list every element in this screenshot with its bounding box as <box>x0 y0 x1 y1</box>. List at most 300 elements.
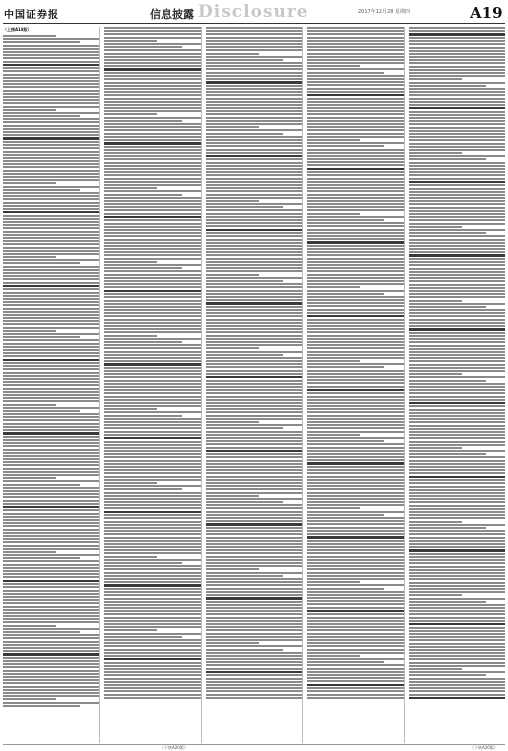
text-line-placeholder <box>409 392 505 394</box>
text-line-placeholder <box>206 507 302 509</box>
text-line-placeholder <box>206 415 302 417</box>
text-line-placeholder <box>307 562 403 564</box>
text-line-placeholder <box>409 556 505 558</box>
text-line-placeholder <box>206 601 302 603</box>
text-line-placeholder <box>104 293 200 295</box>
text-line-placeholder <box>307 59 403 61</box>
text-line-placeholder <box>206 107 302 109</box>
text-line-placeholder <box>3 99 99 101</box>
text-line-placeholder <box>104 562 181 564</box>
text-line-placeholder <box>3 102 99 104</box>
text-line-placeholder <box>409 171 505 173</box>
text-line-placeholder <box>3 295 99 297</box>
text-line-placeholder <box>206 338 302 340</box>
text-line-placeholder <box>3 586 99 588</box>
column-text-block <box>3 35 99 707</box>
text-line-placeholder <box>104 482 157 484</box>
text-line-placeholder <box>206 399 302 401</box>
text-line-placeholder <box>3 285 99 287</box>
text-line-placeholder <box>409 207 505 209</box>
text-line-placeholder <box>104 540 200 542</box>
text-line-placeholder <box>409 434 505 436</box>
text-line-placeholder <box>3 670 99 672</box>
text-line-placeholder <box>307 319 403 321</box>
text-line-placeholder <box>206 104 302 106</box>
text-line-placeholder <box>307 46 403 48</box>
text-line-placeholder <box>104 437 200 439</box>
text-line-placeholder <box>3 247 99 249</box>
text-line-placeholder <box>206 443 302 445</box>
text-line-placeholder <box>3 166 99 168</box>
text-line-placeholder <box>3 163 99 165</box>
text-line-placeholder <box>409 482 505 484</box>
text-line-placeholder <box>3 253 99 255</box>
text-line-placeholder <box>104 248 200 250</box>
text-line-placeholder <box>409 56 505 58</box>
text-line-placeholder <box>307 472 403 474</box>
text-line-placeholder <box>3 259 99 261</box>
text-line-placeholder <box>104 373 200 375</box>
text-line-placeholder <box>3 695 99 697</box>
text-line-placeholder <box>307 290 403 292</box>
text-line-placeholder <box>3 631 80 633</box>
text-line-placeholder <box>307 203 403 205</box>
text-line-placeholder <box>104 146 200 148</box>
text-line-placeholder <box>307 229 403 231</box>
text-line-placeholder <box>104 524 200 526</box>
text-line-placeholder <box>104 546 200 548</box>
text-line-placeholder <box>3 541 99 543</box>
text-line-placeholder <box>307 427 403 429</box>
text-line-placeholder <box>307 447 403 449</box>
text-line-placeholder <box>3 576 99 578</box>
text-line-placeholder <box>104 629 157 631</box>
text-line-placeholder <box>206 453 302 455</box>
text-line-placeholder <box>409 165 505 167</box>
text-line-placeholder <box>3 83 99 85</box>
text-line-placeholder <box>104 30 200 32</box>
text-line-placeholder <box>409 591 505 593</box>
text-line-placeholder <box>409 136 505 138</box>
text-line-placeholder <box>206 290 302 292</box>
text-line-placeholder <box>104 402 200 404</box>
text-line-placeholder <box>104 533 200 535</box>
text-line-placeholder <box>3 407 99 409</box>
text-line-placeholder <box>104 155 200 157</box>
text-line-placeholder <box>3 186 99 188</box>
text-line-placeholder <box>3 573 99 575</box>
text-line-placeholder <box>409 325 505 327</box>
text-line-placeholder <box>307 370 403 372</box>
text-line-placeholder <box>104 232 200 234</box>
text-line-placeholder <box>307 283 403 285</box>
text-line-placeholder <box>3 339 99 341</box>
text-line-placeholder <box>206 33 302 35</box>
text-line-placeholder <box>307 241 403 243</box>
text-line-placeholder <box>3 115 80 117</box>
text-line-placeholder <box>104 633 200 635</box>
text-line-placeholder <box>307 120 403 122</box>
text-line-placeholder <box>409 505 505 507</box>
text-line-placeholder <box>104 27 200 29</box>
text-line-placeholder <box>3 509 99 511</box>
text-line-placeholder <box>3 596 99 598</box>
article-columns <box>3 27 505 743</box>
text-line-placeholder <box>307 431 403 433</box>
text-line-placeholder <box>206 149 302 151</box>
text-line-placeholder <box>206 661 302 663</box>
text-line-placeholder <box>104 424 200 426</box>
text-line-placeholder <box>307 680 403 682</box>
text-line-placeholder <box>409 168 505 170</box>
text-line-placeholder <box>206 296 302 298</box>
text-line-placeholder <box>104 190 200 192</box>
text-line-placeholder <box>104 549 200 551</box>
text-line-placeholder <box>206 254 302 256</box>
text-line-placeholder <box>3 57 99 59</box>
text-line-placeholder <box>307 357 403 359</box>
text-line-placeholder <box>307 117 403 119</box>
text-line-placeholder <box>104 636 181 638</box>
text-line-placeholder <box>206 479 302 481</box>
text-line-placeholder <box>409 453 486 455</box>
text-line-placeholder <box>206 81 302 83</box>
text-line-placeholder <box>206 331 302 333</box>
text-line-placeholder <box>104 82 200 84</box>
text-column-2 <box>104 27 201 743</box>
text-line-placeholder <box>307 101 403 103</box>
text-line-placeholder <box>104 684 200 686</box>
text-line-placeholder <box>409 98 505 100</box>
text-line-placeholder <box>3 692 99 694</box>
text-line-placeholder <box>3 564 99 566</box>
text-line-placeholder <box>3 61 99 63</box>
text-line-placeholder <box>206 678 302 680</box>
text-line-placeholder <box>307 123 403 125</box>
text-line-placeholder <box>307 94 403 96</box>
text-line-placeholder <box>104 575 200 577</box>
text-line-placeholder <box>104 607 200 609</box>
text-line-placeholder <box>206 129 302 131</box>
text-line-placeholder <box>3 484 80 486</box>
text-line-placeholder <box>409 287 505 289</box>
text-line-placeholder <box>409 264 505 266</box>
text-line-placeholder <box>206 456 302 458</box>
text-line-placeholder <box>206 123 302 125</box>
text-line-placeholder <box>3 689 99 691</box>
text-line-placeholder <box>307 341 403 343</box>
text-line-placeholder <box>3 202 99 204</box>
text-line-placeholder <box>104 251 200 253</box>
text-line-placeholder <box>3 580 99 582</box>
text-line-placeholder <box>104 165 200 167</box>
text-line-placeholder <box>3 673 99 675</box>
text-line-placeholder <box>307 578 403 580</box>
text-line-placeholder <box>307 533 403 535</box>
text-line-placeholder <box>409 162 505 164</box>
text-line-placeholder <box>104 639 200 641</box>
text-line-placeholder <box>3 96 99 98</box>
text-line-placeholder <box>104 46 181 48</box>
text-line-placeholder <box>104 219 200 221</box>
text-line-placeholder <box>3 621 99 623</box>
text-line-placeholder <box>307 639 403 641</box>
text-line-placeholder <box>307 664 403 666</box>
text-line-placeholder <box>3 557 80 559</box>
text-line-placeholder <box>409 345 505 347</box>
text-line-placeholder <box>307 645 403 647</box>
text-line-placeholder <box>3 493 99 495</box>
text-line-placeholder <box>307 652 403 654</box>
text-line-placeholder <box>104 363 200 365</box>
text-line-placeholder <box>409 91 505 93</box>
text-line-placeholder <box>3 288 99 290</box>
text-line-placeholder <box>3 702 99 704</box>
text-line-placeholder <box>307 575 403 577</box>
text-line-placeholder <box>307 459 403 461</box>
section-title-en: Disclosure <box>198 2 309 22</box>
text-line-placeholder <box>206 261 302 263</box>
text-line-placeholder <box>104 431 200 433</box>
text-line-placeholder <box>104 226 200 228</box>
text-line-placeholder <box>3 432 99 434</box>
text-line-placeholder <box>104 239 200 241</box>
text-line-placeholder <box>206 322 302 324</box>
text-line-placeholder <box>409 456 505 458</box>
text-line-placeholder <box>206 248 302 250</box>
text-line-placeholder <box>3 644 99 646</box>
text-line-placeholder <box>307 492 403 494</box>
text-line-placeholder <box>409 197 505 199</box>
text-line-placeholder <box>206 402 302 404</box>
text-line-placeholder <box>104 258 200 260</box>
text-line-placeholder <box>307 600 403 602</box>
text-line-placeholder <box>3 513 99 515</box>
text-line-placeholder <box>206 527 302 529</box>
text-line-placeholder <box>206 655 302 657</box>
text-line-placeholder <box>307 623 403 625</box>
text-line-placeholder <box>409 268 505 270</box>
text-line-placeholder <box>3 487 99 489</box>
text-line-placeholder <box>307 43 403 45</box>
text-line-placeholder <box>206 581 302 583</box>
text-line-placeholder <box>104 72 200 74</box>
text-line-placeholder <box>409 37 505 39</box>
text-line-placeholder <box>307 149 403 151</box>
text-line-placeholder <box>409 594 462 596</box>
column-text-block <box>206 27 302 699</box>
text-line-placeholder <box>206 216 302 218</box>
text-line-placeholder <box>3 698 56 700</box>
text-line-placeholder <box>3 612 99 614</box>
text-line-placeholder <box>104 383 200 385</box>
text-line-placeholder <box>3 237 99 239</box>
text-line-placeholder <box>307 687 403 689</box>
text-line-placeholder <box>409 111 505 113</box>
text-line-placeholder <box>307 209 403 211</box>
text-line-placeholder <box>3 112 99 114</box>
text-line-placeholder <box>206 604 302 606</box>
text-line-placeholder <box>307 613 403 615</box>
text-line-placeholder <box>206 575 283 577</box>
text-line-placeholder <box>206 469 302 471</box>
text-line-placeholder <box>307 617 403 619</box>
text-line-placeholder <box>104 126 200 128</box>
text-line-placeholder <box>104 139 200 141</box>
text-line-placeholder <box>307 30 403 32</box>
text-line-placeholder <box>104 319 200 321</box>
text-line-placeholder <box>409 543 505 545</box>
text-line-placeholder <box>307 511 403 513</box>
text-line-placeholder <box>206 56 302 58</box>
text-line-placeholder <box>307 684 403 686</box>
text-line-placeholder <box>409 219 505 221</box>
text-line-placeholder <box>409 127 505 129</box>
text-line-placeholder <box>307 194 403 196</box>
text-line-placeholder <box>409 546 505 548</box>
text-line-placeholder <box>3 262 80 264</box>
text-line-placeholder <box>307 213 360 215</box>
text-line-placeholder <box>307 552 403 554</box>
text-line-placeholder <box>206 325 302 327</box>
text-line-placeholder <box>3 51 99 53</box>
text-line-placeholder <box>3 590 99 592</box>
text-line-placeholder <box>206 43 302 45</box>
text-line-placeholder <box>206 664 302 666</box>
text-line-placeholder <box>307 325 403 327</box>
text-line-placeholder <box>104 517 200 519</box>
text-line-placeholder <box>104 514 200 516</box>
text-line-placeholder <box>307 190 403 192</box>
text-line-placeholder <box>3 650 99 652</box>
text-line-placeholder <box>409 489 505 491</box>
text-line-placeholder <box>409 322 505 324</box>
text-line-placeholder <box>307 363 403 365</box>
text-line-placeholder <box>409 396 505 398</box>
text-line-placeholder <box>206 181 302 183</box>
text-line-placeholder <box>104 75 200 77</box>
text-line-placeholder <box>307 694 403 696</box>
text-line-placeholder <box>307 504 403 506</box>
text-line-placeholder <box>104 655 200 657</box>
text-line-placeholder <box>206 690 302 692</box>
text-line-placeholder <box>104 527 200 529</box>
text-line-placeholder <box>307 261 403 263</box>
text-line-placeholder <box>409 309 505 311</box>
text-line-placeholder <box>3 426 99 428</box>
text-line-placeholder <box>206 65 302 67</box>
text-line-placeholder <box>307 309 403 311</box>
text-line-placeholder <box>104 325 200 327</box>
text-line-placeholder <box>206 552 302 554</box>
text-line-placeholder <box>206 408 302 410</box>
text-line-placeholder <box>3 227 99 229</box>
text-line-placeholder <box>409 444 505 446</box>
text-line-placeholder <box>409 277 505 279</box>
text-line-placeholder <box>104 280 200 282</box>
text-line-placeholder <box>3 48 99 50</box>
text-line-placeholder <box>206 53 259 55</box>
text-line-placeholder <box>307 293 384 295</box>
text-line-placeholder <box>409 697 505 699</box>
issue-date: 2017年12月28 星期四 <box>358 9 411 15</box>
text-line-placeholder <box>3 118 99 120</box>
text-line-placeholder <box>3 628 99 630</box>
text-line-placeholder <box>206 431 302 433</box>
text-line-placeholder <box>409 338 505 340</box>
text-line-placeholder <box>409 94 505 96</box>
text-line-placeholder <box>104 662 200 664</box>
text-line-placeholder <box>409 290 505 292</box>
text-line-placeholder <box>3 480 99 482</box>
text-line-placeholder <box>409 62 505 64</box>
text-line-placeholder <box>104 85 200 87</box>
text-line-placeholder <box>206 498 302 500</box>
text-line-placeholder <box>206 546 302 548</box>
text-line-placeholder <box>409 72 505 74</box>
text-line-placeholder <box>307 184 403 186</box>
text-line-placeholder <box>3 314 99 316</box>
text-line-placeholder <box>307 520 403 522</box>
text-line-placeholder <box>104 415 181 417</box>
text-line-placeholder <box>307 584 403 586</box>
text-line-placeholder <box>3 397 99 399</box>
text-line-placeholder <box>307 633 403 635</box>
text-line-placeholder <box>409 447 462 449</box>
text-line-placeholder <box>409 623 505 625</box>
text-line-placeholder <box>3 458 99 460</box>
text-line-placeholder <box>3 522 99 524</box>
text-line-placeholder <box>3 121 99 123</box>
text-line-placeholder <box>206 94 302 96</box>
text-line-placeholder <box>409 341 505 343</box>
text-line-placeholder <box>409 588 505 590</box>
text-line-placeholder <box>206 40 302 42</box>
text-line-placeholder <box>104 678 200 680</box>
text-line-placeholder <box>409 203 505 205</box>
text-line-placeholder <box>206 380 302 382</box>
text-line-placeholder <box>104 49 200 51</box>
text-line-placeholder <box>104 357 200 359</box>
text-line-placeholder <box>307 305 403 307</box>
text-line-placeholder <box>104 331 200 333</box>
text-line-placeholder <box>409 533 505 535</box>
text-line-placeholder <box>3 205 99 207</box>
text-line-placeholder <box>409 360 505 362</box>
text-line-placeholder <box>307 225 403 227</box>
text-line-placeholder <box>307 322 403 324</box>
text-line-placeholder <box>206 549 302 551</box>
text-line-placeholder <box>409 383 505 385</box>
text-line-placeholder <box>307 312 403 314</box>
text-line-placeholder <box>206 245 302 247</box>
text-line-placeholder <box>409 466 505 468</box>
text-line-placeholder <box>307 418 403 420</box>
text-line-placeholder <box>3 506 99 508</box>
text-line-placeholder <box>307 411 403 413</box>
text-line-placeholder <box>104 101 200 103</box>
text-line-placeholder <box>409 437 505 439</box>
text-line-placeholder <box>307 81 403 83</box>
text-line-placeholder <box>307 386 403 388</box>
text-line-placeholder <box>104 274 200 276</box>
text-line-placeholder <box>307 171 403 173</box>
text-line-placeholder <box>104 117 200 119</box>
page-footer <box>0 744 508 750</box>
text-line-placeholder <box>409 235 505 237</box>
text-line-placeholder <box>3 372 99 374</box>
text-line-placeholder <box>307 649 403 651</box>
